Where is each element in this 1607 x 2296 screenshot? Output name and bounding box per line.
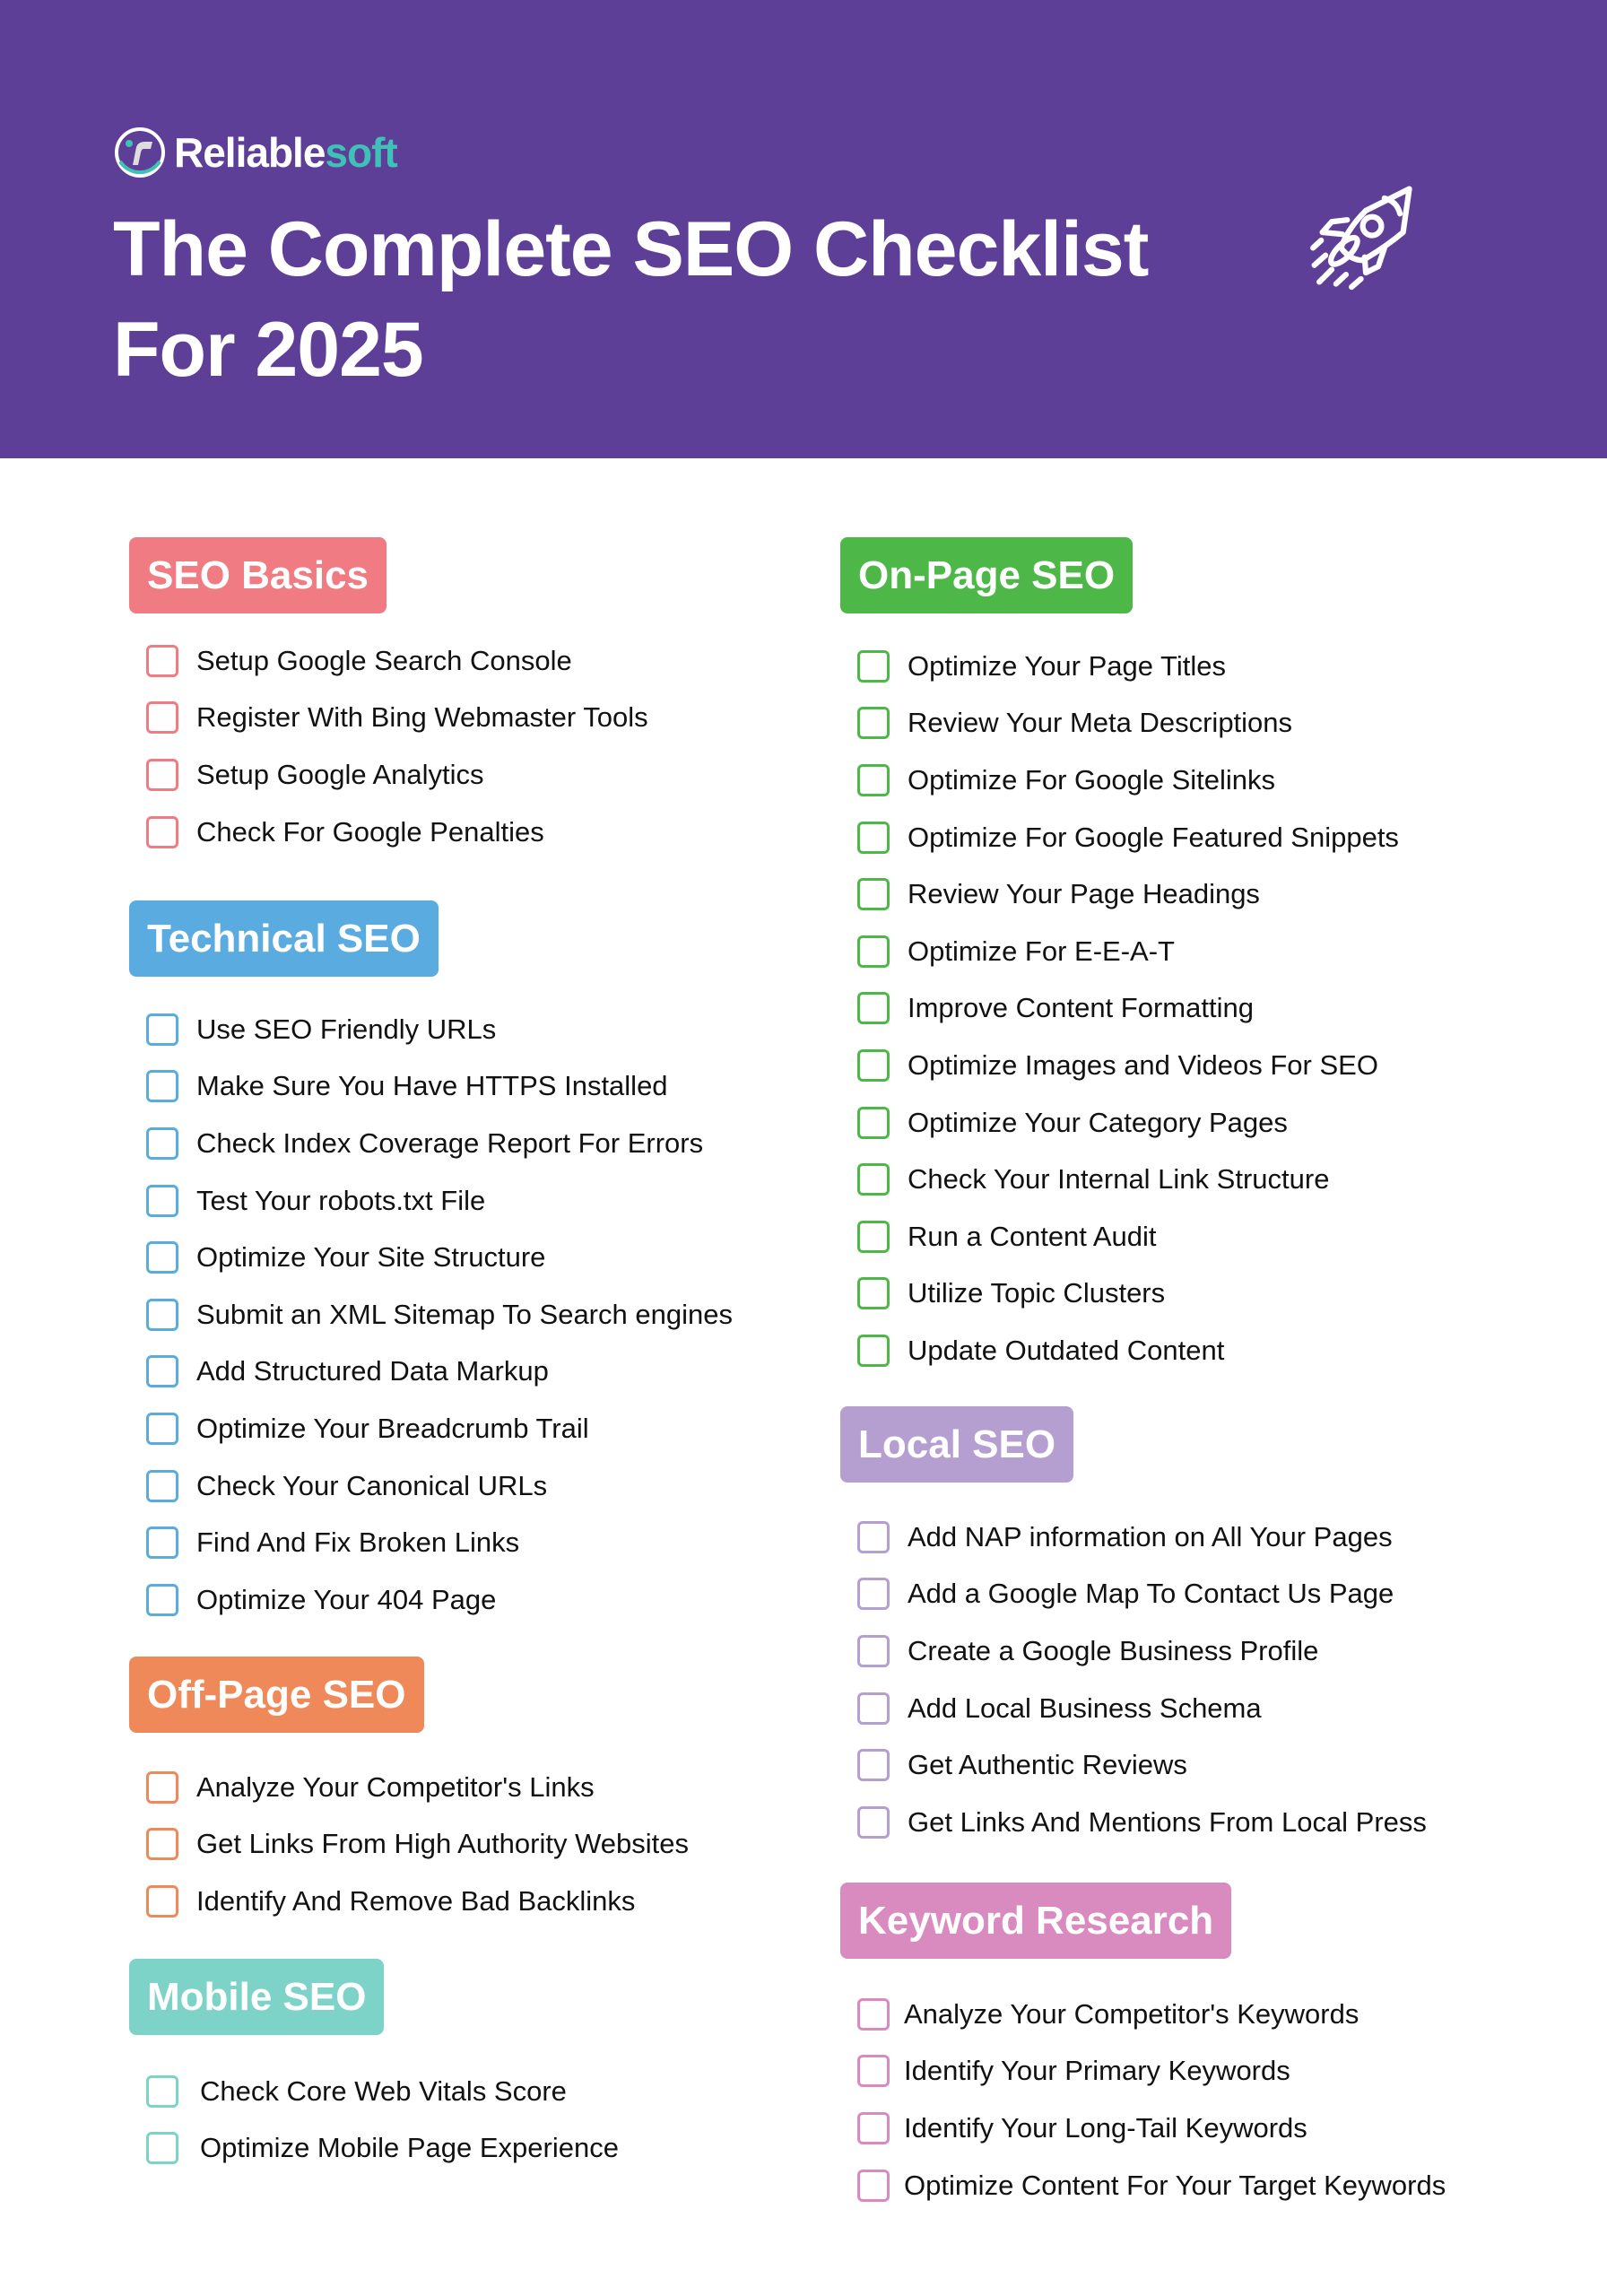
- checklist-item-label: Get Links From High Authority Websites: [196, 1828, 690, 1860]
- checklist-item-label: Optimize Images and Videos For SEO: [908, 1048, 1378, 1081]
- checklist-item[interactable]: [146, 632, 648, 690]
- checklist-item-label: Add NAP information on All Your Pages: [908, 1520, 1393, 1552]
- checklist-item[interactable]: [857, 1794, 1427, 1851]
- checklist-item[interactable]: [857, 809, 1399, 866]
- checklist-item-label: Setup Google Search Console: [196, 644, 572, 676]
- checklist-item[interactable]: [146, 1229, 733, 1286]
- checkbox[interactable]: [146, 2132, 178, 2164]
- section-heading: Technical SEO: [129, 900, 439, 977]
- checkbox[interactable]: [146, 1828, 178, 1860]
- checklist-item-label: Submit an XML Sitemap To Search engines: [196, 1298, 733, 1330]
- title-line-2: For 2025: [113, 307, 423, 393]
- checklist-item[interactable]: [146, 746, 648, 804]
- section-heading: Keyword Research: [840, 1883, 1231, 1959]
- checkbox[interactable]: [857, 1749, 890, 1781]
- checklist-item[interactable]: [857, 923, 1399, 980]
- checkbox[interactable]: [857, 1998, 890, 2031]
- checklist-item[interactable]: [857, 1208, 1399, 1265]
- checklist: [857, 638, 1399, 1379]
- checklist-item[interactable]: [146, 2120, 619, 2178]
- checklist-item[interactable]: [146, 1457, 733, 1515]
- checklist: [146, 1759, 689, 1930]
- checklist-item-label: Utilize Topic Clusters: [908, 1277, 1166, 1309]
- checklist-item[interactable]: [146, 1759, 689, 1816]
- checklist: [857, 1986, 1446, 2213]
- checklist-item[interactable]: [857, 1736, 1427, 1794]
- checklist-item-label: Review Your Page Headings: [908, 878, 1260, 910]
- checkbox[interactable]: [146, 1584, 178, 1616]
- checkbox[interactable]: [857, 1806, 890, 1839]
- checklist: [146, 2063, 619, 2177]
- checklist-item-label: Optimize Your Site Structure: [196, 1241, 546, 1274]
- page-title: [113, 199, 1148, 400]
- checkbox[interactable]: [146, 1526, 178, 1559]
- checklist-item-label: Add a Google Map To Contact Us Page: [908, 1578, 1394, 1610]
- checklist-item-label: Add Structured Data Markup: [196, 1355, 549, 1387]
- checkbox[interactable]: [146, 1413, 178, 1445]
- section-heading: Off-Page SEO: [129, 1657, 424, 1733]
- checklist-item[interactable]: [146, 1115, 733, 1172]
- checklist-item-label: Find And Fix Broken Links: [196, 1526, 520, 1559]
- checklist-item-label: Improve Content Formatting: [908, 992, 1254, 1024]
- checklist-item[interactable]: [857, 1151, 1399, 1208]
- section-heading: Local SEO: [840, 1406, 1073, 1483]
- checklist-item-label: Optimize Your Category Pages: [908, 1106, 1288, 1138]
- checklist-item[interactable]: [146, 690, 648, 747]
- brand-logo: [113, 126, 397, 179]
- checkbox[interactable]: [857, 1521, 890, 1553]
- checklist-item-label: Optimize For Google Sitelinks: [908, 763, 1276, 796]
- checklist-item-label: Update Outdated Content: [908, 1334, 1225, 1366]
- checklist-item-label: Make Sure You Have HTTPS Installed: [196, 1070, 668, 1102]
- checkbox[interactable]: [146, 1885, 178, 1918]
- checklist-item[interactable]: [146, 1058, 733, 1116]
- checkbox[interactable]: [857, 1635, 890, 1667]
- checklist-item-label: Optimize Your 404 Page: [196, 1583, 497, 1615]
- checkbox[interactable]: [857, 1049, 890, 1082]
- checkbox[interactable]: [857, 1163, 890, 1196]
- checklist-item-label: Optimize Your Page Titles: [908, 649, 1226, 682]
- checklist-item[interactable]: [146, 1286, 733, 1344]
- checkbox[interactable]: [857, 822, 890, 854]
- checklist-item[interactable]: [146, 1816, 689, 1874]
- checklist-item[interactable]: [146, 804, 648, 861]
- checklist-item-label: Identify Your Long-Tail Keywords: [904, 2111, 1307, 2144]
- checkbox[interactable]: [146, 1070, 178, 1102]
- checklist-item-label: Add Local Business Schema: [908, 1692, 1262, 1724]
- reliablesoft-logo-icon: [113, 126, 167, 179]
- checklist-item[interactable]: [857, 1037, 1399, 1094]
- checklist-item[interactable]: [857, 980, 1399, 1038]
- checklist-item[interactable]: [857, 2100, 1446, 2157]
- checklist-item-label: Use SEO Friendly URLs: [196, 1013, 497, 1045]
- checklist-item[interactable]: [857, 695, 1399, 752]
- checkbox[interactable]: [857, 992, 890, 1024]
- checkbox[interactable]: [146, 701, 178, 734]
- checkbox[interactable]: [146, 1299, 178, 1331]
- checkbox[interactable]: [146, 1241, 178, 1274]
- checkbox[interactable]: [857, 1277, 890, 1309]
- checkbox[interactable]: [857, 1692, 890, 1725]
- checklist-item-label: Analyze Your Competitor's Keywords: [904, 1997, 1359, 2030]
- checklist-item-label: Optimize For Google Featured Snippets: [908, 821, 1399, 853]
- checkbox[interactable]: [146, 759, 178, 791]
- checklist-item-label: Create a Google Business Profile: [908, 1634, 1319, 1666]
- checklist-item[interactable]: [146, 1873, 689, 1930]
- checkbox[interactable]: [857, 935, 890, 968]
- checklist-item-label: Test Your robots.txt File: [196, 1184, 486, 1216]
- checklist-item[interactable]: [146, 1571, 733, 1629]
- checklist: [146, 1001, 733, 1629]
- checklist-item[interactable]: [857, 2157, 1446, 2214]
- checklist-item-label: Register With Bing Webmaster Tools: [196, 701, 648, 734]
- checkbox[interactable]: [146, 1127, 178, 1160]
- checklist-item[interactable]: [146, 1172, 733, 1230]
- checklist-item[interactable]: [857, 752, 1399, 809]
- checklist-item-label: Check For Google Penalties: [196, 815, 544, 848]
- checklist-item[interactable]: [857, 1265, 1399, 1323]
- checklist-item[interactable]: [857, 1094, 1399, 1152]
- checklist-item-label: Identify Your Primary Keywords: [904, 2055, 1290, 2087]
- checkbox[interactable]: [857, 878, 890, 910]
- checklist-item[interactable]: [857, 1566, 1427, 1623]
- checkbox[interactable]: [857, 2055, 890, 2087]
- checklist-item[interactable]: [857, 2043, 1446, 2100]
- checklist-item-label: Optimize For E-E-A-T: [908, 935, 1175, 967]
- checkbox[interactable]: [146, 1470, 178, 1502]
- checklist-item-label: Review Your Meta Descriptions: [908, 707, 1293, 739]
- checkbox[interactable]: [857, 764, 890, 796]
- checklist-item-label: Analyze Your Competitor's Links: [196, 1770, 595, 1803]
- brand-name: Reliable: [174, 129, 326, 176]
- checkbox[interactable]: [146, 816, 178, 848]
- checklist-item[interactable]: [857, 1622, 1427, 1680]
- checklist-item-label: Check Your Internal Link Structure: [908, 1163, 1330, 1196]
- checkbox[interactable]: [857, 1335, 890, 1367]
- checklist: [857, 1509, 1427, 1851]
- checkbox[interactable]: [857, 650, 890, 683]
- checkbox[interactable]: [857, 2170, 890, 2202]
- checkbox[interactable]: [857, 1578, 890, 1610]
- checklist-item-label: Identify And Remove Bad Backlinks: [196, 1884, 636, 1917]
- checklist-item[interactable]: [146, 2063, 619, 2120]
- checklist-item[interactable]: [857, 865, 1399, 923]
- checklist-item-label: Check Your Canonical URLs: [196, 1469, 548, 1501]
- checkbox[interactable]: [857, 1221, 890, 1253]
- section-heading: SEO Basics: [129, 537, 387, 613]
- checklist-item-label: Get Authentic Reviews: [908, 1749, 1187, 1781]
- header-banner: [0, 0, 1607, 458]
- checkbox[interactable]: [146, 1355, 178, 1387]
- checklist-item-label: Optimize Mobile Page Experience: [200, 2132, 619, 2164]
- section-heading: Mobile SEO: [129, 1959, 384, 2035]
- checklist: [146, 632, 648, 860]
- checklist-item-label: Optimize Content For Your Target Keywords: [904, 2169, 1446, 2201]
- checkbox[interactable]: [146, 1013, 178, 1046]
- checklist-item[interactable]: [857, 1509, 1427, 1566]
- checklist-item-label: Get Links And Mentions From Local Press: [908, 1805, 1427, 1838]
- checklist-item-label: Optimize Your Breadcrumb Trail: [196, 1412, 589, 1444]
- checkbox[interactable]: [857, 1107, 890, 1139]
- checklist-item-label: Check Index Coverage Report For Errors: [196, 1126, 704, 1159]
- title-line-1: The Complete SEO Checklist: [113, 206, 1149, 292]
- checklist-item-label: Run a Content Audit: [908, 1220, 1157, 1252]
- checkbox[interactable]: [146, 2075, 178, 2108]
- checklist-item[interactable]: [857, 1986, 1446, 2043]
- section-heading: On-Page SEO: [840, 537, 1133, 613]
- brand-name-accent: soft: [325, 129, 397, 176]
- checklist-item-label: Check Core Web Vitals Score: [200, 2074, 567, 2107]
- checklist-item-label: Setup Google Analytics: [196, 758, 484, 790]
- checkbox[interactable]: [857, 2112, 890, 2144]
- rocket-icon: [1291, 157, 1453, 314]
- checklist-item[interactable]: [146, 1400, 733, 1457]
- checkbox[interactable]: [857, 707, 890, 739]
- checklist-item[interactable]: [857, 1322, 1399, 1379]
- checklist-item[interactable]: [146, 1344, 733, 1401]
- checkbox[interactable]: [146, 645, 178, 677]
- checkbox[interactable]: [146, 1185, 178, 1217]
- checklist-item[interactable]: [146, 1001, 733, 1058]
- checklist-item[interactable]: [857, 1680, 1427, 1737]
- checklist-item[interactable]: [857, 638, 1399, 695]
- checklist-item[interactable]: [146, 1514, 733, 1571]
- checkbox[interactable]: [146, 1771, 178, 1804]
